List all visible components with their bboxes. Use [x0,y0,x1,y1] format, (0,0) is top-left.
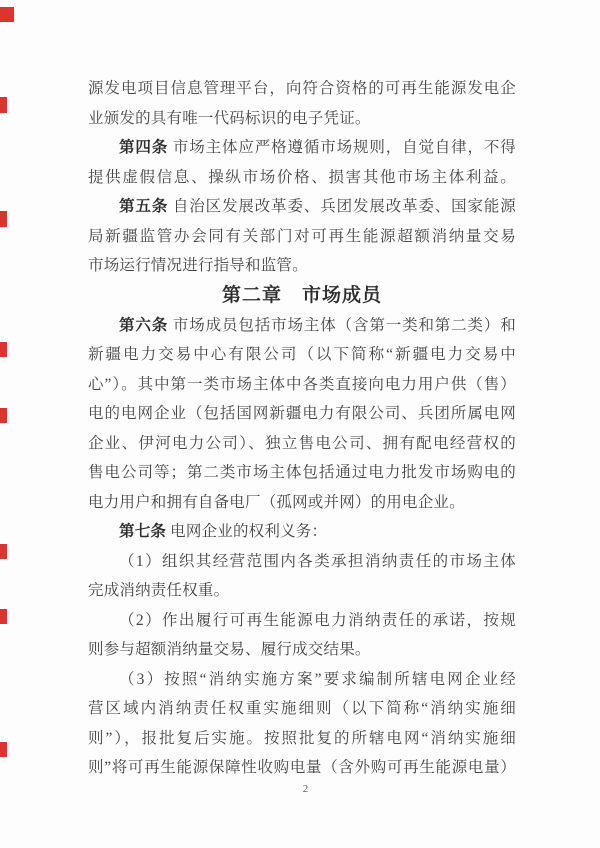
body-text: 提供虚假信息、操纵市场价格、损害其他市场主体利益。 [88,168,516,186]
document-line [88,724,516,754]
body-text: 市场主体应严格遵循市场规则，自觉自律，不得 [168,139,516,156]
body-text: 售电公司等；第二类市场主体包括通过电力批发市场购电的 [88,464,516,481]
body-text: 电的电网企业（包括国网新疆电力有限公司、兵团所属电网 [88,405,516,422]
text-block [88,74,516,783]
red-edge-mark [0,742,7,757]
document-line [88,606,516,636]
document-line [88,104,516,134]
body-text: 市场运行情况进行指导和监管。 [88,257,308,274]
document-line [88,163,516,193]
body-text: 企业、伊河电力公司）、独立售电公司、拥有配电经营权的 [88,434,516,452]
bold-text: 第六条 [119,316,169,334]
red-edge-mark [0,97,7,113]
bold-text: 第二章 市场成员 [221,284,382,306]
red-edge-mark [0,211,7,227]
body-text: 则参与超额消纳量交易、履行成交结果。 [88,641,371,658]
document-line [88,488,516,518]
bold-text: 第五条 [119,198,169,215]
document-line [88,222,516,252]
bold-text: 第四条 [119,139,169,156]
document-line [88,370,516,400]
red-edge-mark [0,342,7,357]
body-text: 自治区发展改革委、兵团发展改革委、国家能源 [168,198,516,215]
document-line [88,458,516,488]
document-line [88,753,516,783]
document-line [88,399,516,429]
document-line [88,635,516,665]
body-text: 心”）。其中第一类市场主体中各类直接向电力用户供（售） [88,375,516,393]
body-text: 新疆电力交易中心有限公司（以下简称“新疆电力交易中 [88,346,516,363]
body-text: 则”将可再生能源保障性收购电量（含外购可再生能源电量） [88,759,516,776]
document-line [88,133,516,163]
red-edge-mark [0,7,14,22]
body-text: （1）组织其经营范围内各类承担消纳责任的市场主体 [119,552,516,570]
body-text: 则”），报批复后实施。按照批复的所辖电网“消纳实施细 [88,729,516,747]
document-line [88,694,516,724]
body-text: 业颁发的具有唯一代码标识的电子凭证。 [88,109,371,127]
document-line [88,517,516,547]
red-edge-mark [0,544,7,559]
body-text: 电网企业的权利义务： [166,523,328,540]
body-text: 电力用户和拥有自备电厂（孤网或并网）的用电企业。 [88,493,465,511]
red-edge-mark [0,609,7,624]
body-text: 局新疆监管办会同有关部门对可再生能源超额消纳量交易 [88,227,516,245]
body-text: 市场成员包括市场主体（含第一类和第二类）和 [168,316,516,334]
bold-text: 第七条 [119,523,167,540]
document-line [88,576,516,606]
body-text: （2）作出履行可再生能源电力消纳责任的承诺，按规 [119,611,516,629]
document-line [88,340,516,370]
chapter-heading [88,281,516,311]
body-text: 营区域内消纳责任权重实施细则（以下简称“消纳实施细 [88,700,516,717]
document-line [88,251,516,281]
document-line [88,665,516,695]
page-number: 2 [302,783,310,795]
body-text: 完成消纳责任权重。 [88,582,230,599]
document-line [88,74,516,104]
body-text: （3）按照“消纳实施方案”要求编制所辖电网企业经 [119,670,516,688]
document-line [88,547,516,577]
red-edge-mark [0,408,7,423]
body-text: 源发电项目信息管理平台，向符合资格的可再生能源发电企 [88,80,516,97]
document-line [88,192,516,222]
document-line [88,311,516,341]
document-line [88,429,516,459]
